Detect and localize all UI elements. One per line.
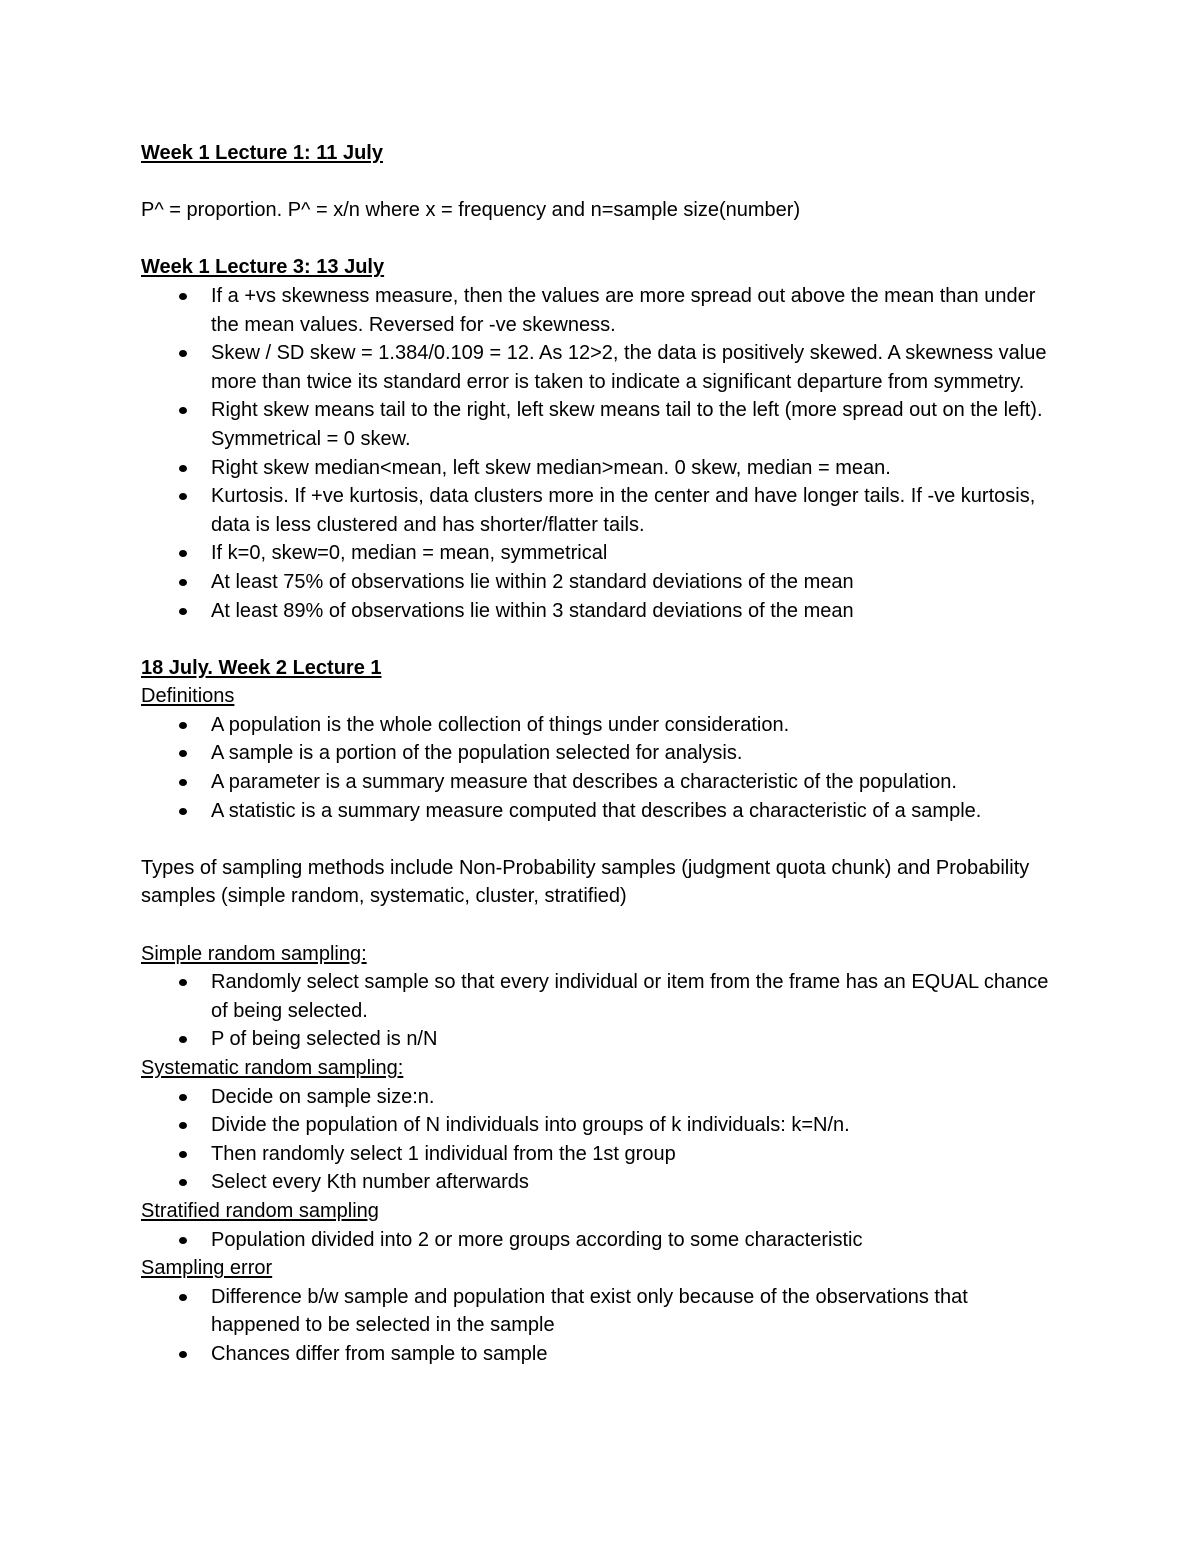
list-item-text: A statistic is a summary measure computed that describes a characteristic of a sample. [211,799,982,822]
list-item-text: At least 89% of observations lie within 3 standard deviations of the mean [211,599,854,622]
list-item [141,1111,1061,1140]
list-item-text: Population divided into 2 or more groups according to some characteristic [211,1228,863,1251]
bullet-icon [179,550,187,557]
list-item [141,1168,1061,1197]
bullet-icon [179,1036,187,1043]
bullet-list [141,711,1061,825]
bullet-list [141,1083,1061,1197]
list-item-text: Right skew means tail to the right, left skew means tail to the left (more spread out on the left). Symmetrical = 0 skew. [211,399,1043,450]
bullet-icon [179,579,187,586]
list-item [141,797,1061,826]
bullet-icon [179,779,187,786]
bullet-icon [179,407,187,414]
list-item [141,1083,1061,1112]
bullet-list [141,1226,1061,1255]
spacer [141,625,1061,654]
subheading-stratified: Stratified random sampling [141,1199,379,1222]
list-item-text: Difference b/w sample and population that exist only because of the observations that happened to be selected in the sample [211,1285,968,1337]
bullet-icon [179,1351,187,1358]
bullet-icon [179,1179,187,1186]
section-heading: 18 July. Week 2 Lecture 1 [141,656,382,679]
bullet-list [141,282,1061,625]
bullet-icon [179,293,187,300]
bullet-icon [179,608,187,615]
list-item-text: Then randomly select 1 individual from the 1st group [211,1142,676,1165]
list-item [141,568,1061,597]
spacer [141,225,1061,254]
bullet-icon [179,493,187,500]
bullet-icon [179,350,187,357]
list-item [141,1140,1061,1169]
list-item-text: If a +vs skewness measure, then the values are more spread out above the mean than under the mean values. Reversed for -ve skewness. [211,284,1036,336]
list-item-text: A parameter is a summary measure that describes a characteristic of the population. [211,771,957,794]
list-item-text: P of being selected is n/N [211,1028,438,1051]
bullet-icon [179,750,187,757]
list-item-text: Chances differ from sample to sample [211,1342,548,1365]
paragraph: Types of sampling methods include Non-Probability samples (judgment quota chunk) and Probability samples (simple random, systematic, cluster, stratified) [141,856,1030,908]
list-item-text: Skew / SD skew = 1.384/0.109 = 12. As 12>2, the data is positively skewed. A skewness value more than twice its standard error is taken to indicate a significant departure from symmetry. [211,342,1047,393]
list-item-text: A population is the whole collection of things under consideration. [211,713,790,736]
list-item [141,396,1061,453]
section-heading: Week 1 Lecture 3: 13 July [141,256,385,279]
list-item-text: Decide on sample size:n. [211,1085,435,1108]
spacer [141,911,1061,940]
list-item [141,739,1061,768]
subheading-definitions: Definitions [141,685,235,708]
list-item [141,597,1061,626]
list-item [141,539,1061,568]
bullet-icon [179,979,187,986]
list-item-text: Randomly select sample so that every individual or item from the frame has an EQUAL chance of being selected. [211,971,1049,1022]
bullet-icon [179,1094,187,1101]
subheading-sampling-error: Sampling error [141,1257,273,1280]
list-item [141,454,1061,483]
spacer [141,825,1061,854]
bullet-icon [179,1122,187,1129]
list-item [141,768,1061,797]
list-item [141,1340,1061,1369]
paragraph: P^ = proportion. P^ = x/n where x = frequency and n=sample size(number) [141,199,801,222]
bullet-icon [179,1237,187,1244]
list-item-text: If k=0, skew=0, median = mean, symmetrical [211,542,608,565]
list-item-text: Kurtosis. If +ve kurtosis, data clusters more in the center and have longer tails. If -ve kurtosis, data is less clustered and has shorter/flatter tails. [211,485,1036,536]
section-heading: Week 1 Lecture 1: 11 July [141,142,383,164]
list-item [141,1226,1061,1255]
subheading-systematic: Systematic random sampling: [141,1057,404,1079]
list-item [141,1283,1061,1340]
list-item [141,339,1061,396]
list-item-text: Select every Kth number afterwards [211,1171,529,1194]
list-item-text: At least 75% of observations lie within 2 standard deviations of the mean [211,570,854,593]
bullet-icon [179,722,187,729]
bullet-icon [179,808,187,815]
list-item-text: A sample is a portion of the population selected for analysis. [211,742,743,765]
list-item [141,282,1061,339]
list-item-text: Right skew median<mean, left skew median>mean. 0 skew, median = mean. [211,456,891,479]
bullet-icon [179,1151,187,1158]
bullet-icon [179,1294,187,1301]
bullet-icon [179,465,187,472]
subheading-simple-random: Simple random sampling: [141,942,367,965]
spacer [141,168,1061,197]
bullet-list [141,1283,1061,1369]
list-item-text: Divide the population of N individuals into groups of k individuals: k=N/n. [211,1114,850,1137]
list-item [141,1025,1061,1054]
list-item [141,482,1061,539]
list-item [141,711,1061,740]
document-page [141,139,1061,1369]
list-item [141,968,1061,1025]
bullet-list [141,968,1061,1054]
